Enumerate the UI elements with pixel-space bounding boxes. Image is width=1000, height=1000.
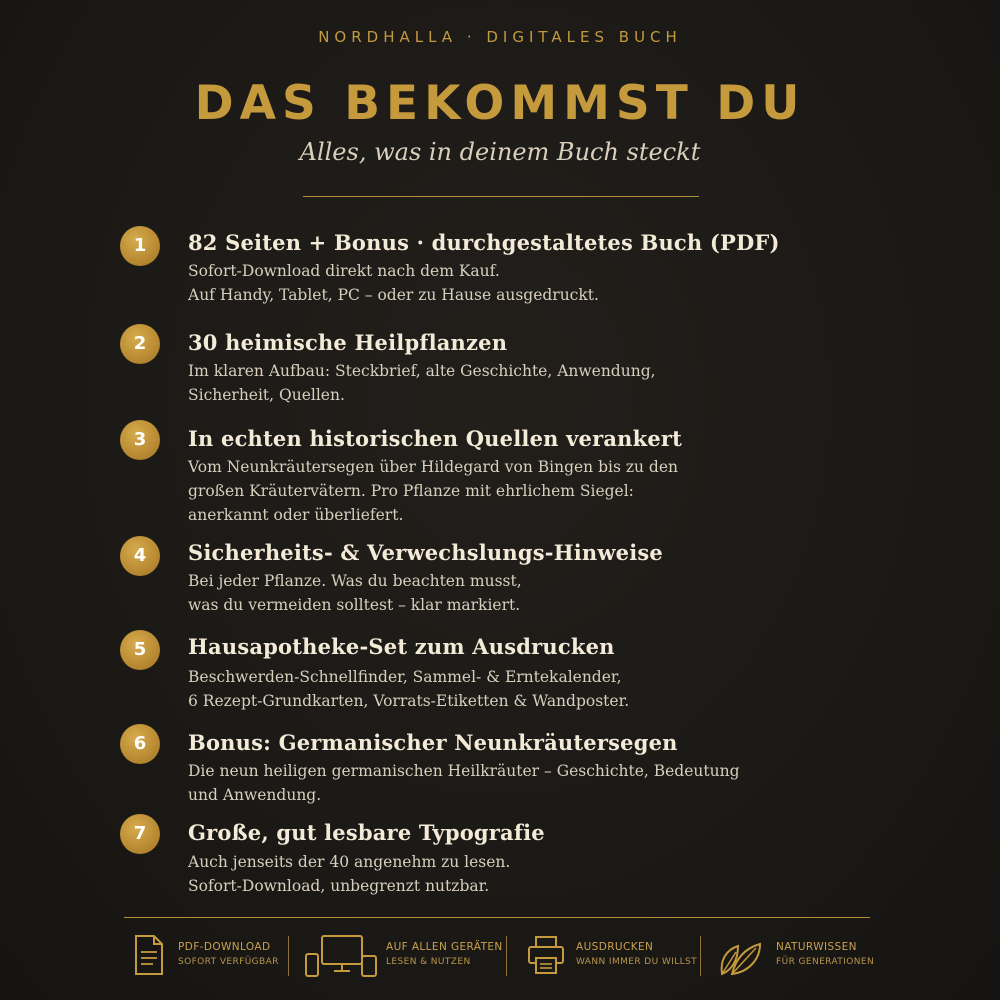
feature-sublabel: WANN IMMER DU WILLST [576, 957, 698, 967]
item-title: Große, gut lesbare Typografie [188, 820, 545, 845]
item-description [188, 259, 788, 307]
item-title: 82 Seiten + Bonus · durchgestaltetes Buch (PDF) [188, 230, 780, 255]
feature-nature-knowledge [714, 930, 876, 984]
feature-label: PDF-DOWNLOAD [178, 941, 271, 953]
feature-print [522, 930, 702, 984]
feature-sublabel: LESEN & NUTZEN [386, 957, 471, 967]
item-title: Sicherheits- & Verwechslungs-Hinweise [188, 540, 663, 565]
printer-icon [526, 934, 566, 976]
feature-sublabel: FÜR GENERATIONEN [776, 957, 875, 967]
number-badge: 5 [120, 630, 160, 670]
item-line: anerkannt oder überliefert. [188, 506, 404, 524]
page-title: DAS BEKOMMST DU [194, 76, 806, 131]
item-line: Im klaren Aufbau: Steckbrief, alte Geschichte, Anwendung, [188, 362, 656, 380]
number-badge: 2 [120, 324, 160, 364]
feature-separator [700, 936, 701, 976]
number-badge: 3 [120, 420, 160, 460]
number-badge: 4 [120, 536, 160, 576]
item-line: Auch jenseits der 40 angenehm zu lesen. [188, 853, 511, 871]
item-description [188, 850, 788, 898]
item-description [188, 759, 788, 807]
item-description [188, 455, 788, 527]
feature-pdf-download [124, 930, 284, 984]
feature-sublabel: SOFORT VERFÜGBAR [178, 957, 279, 967]
feature-label: AUF ALLEN GERÄTEN [386, 941, 503, 953]
item-line: großen Kräutervätern. Pro Pflanze mit ehrlichem Siegel: [188, 482, 634, 500]
document-icon [132, 934, 166, 976]
item-line: was du vermeiden solltest – klar markiert. [188, 596, 521, 614]
eyebrow-label: NORDHALLA · DIGITALES BUCH [318, 28, 682, 46]
divider-bottom [124, 917, 870, 918]
number-badge: 6 [120, 724, 160, 764]
feature-separator [506, 936, 507, 976]
item-title: In echten historischen Quellen verankert [188, 426, 683, 451]
item-line: Die neun heiligen germanischen Heilkräuter – Geschichte, Bedeutung [188, 762, 740, 780]
item-line: Bei jeder Pflanze. Was du beachten musst, [188, 572, 522, 590]
feature-bar [124, 930, 876, 984]
item-title: Hausapotheke-Set zum Ausdrucken [188, 634, 615, 659]
item-line: Sicherheit, Quellen. [188, 386, 345, 404]
item-description [188, 665, 788, 713]
feature-separator [288, 936, 289, 976]
page-subtitle: Alles, was in deinem Buch steckt [299, 138, 701, 166]
item-description [188, 569, 788, 617]
item-title: Bonus: Germanischer Neunkräutersegen [188, 730, 678, 755]
feature-label: NATURWISSEN [776, 941, 857, 953]
number-badge: 7 [120, 814, 160, 854]
item-description [188, 359, 788, 407]
item-line: Auf Handy, Tablet, PC – oder zu Hause ausgedruckt. [188, 286, 599, 304]
feature-all-devices [302, 930, 512, 984]
feature-label: AUSDRUCKEN [576, 941, 654, 953]
item-line: Vom Neunkräutersegen über Hildegard von Bingen bis zu den [188, 458, 679, 476]
item-line: und Anwendung. [188, 786, 322, 804]
item-line: Sofort-Download, unbegrenzt nutzbar. [188, 877, 490, 895]
item-title: 30 heimische Heilpflanzen [188, 330, 508, 355]
leaves-icon [716, 934, 764, 978]
item-line: Sofort-Download direkt nach dem Kauf. [188, 262, 500, 280]
item-line: 6 Rezept-Grundkarten, Vorrats-Etiketten & Wandposter. [188, 692, 630, 710]
devices-icon [304, 934, 378, 978]
item-line: Beschwerden-Schnellfinder, Sammel- & Erntekalender, [188, 668, 622, 686]
number-badge: 1 [120, 226, 160, 266]
